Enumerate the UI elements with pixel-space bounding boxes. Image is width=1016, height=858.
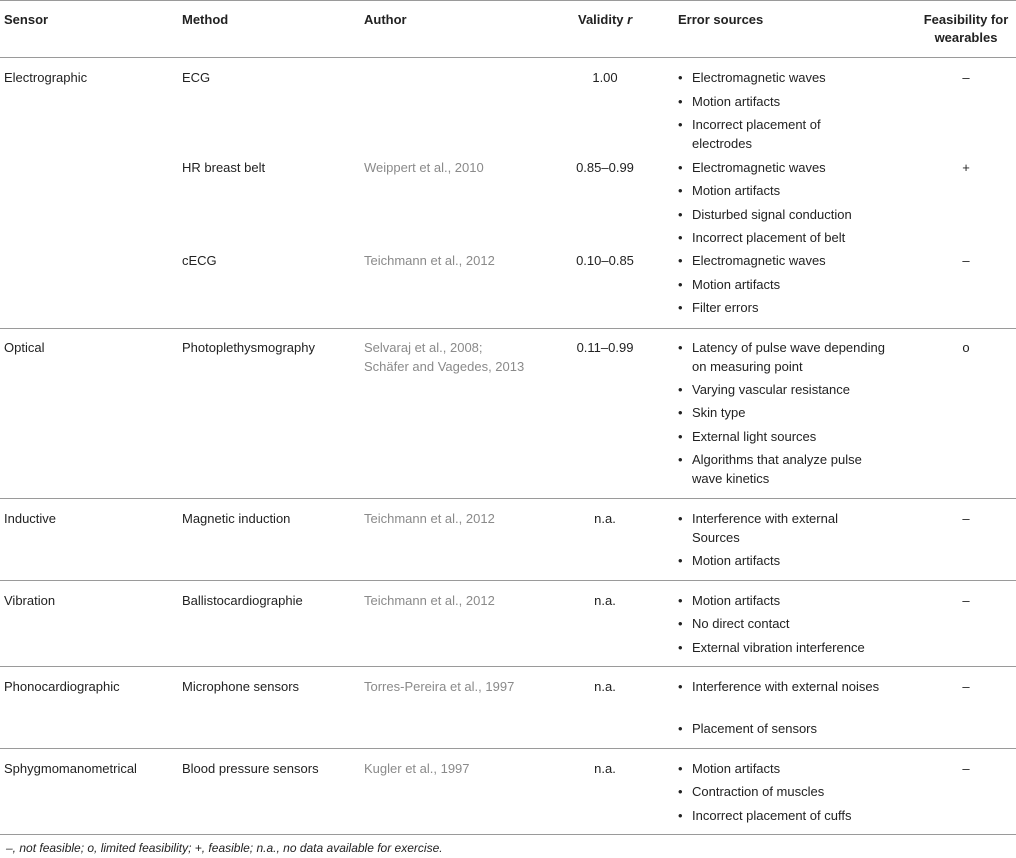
cell-validity: n.a.	[594, 593, 616, 608]
header-error-sources: Error sources	[678, 12, 764, 27]
header-feasibility	[912, 11, 1016, 47]
cell-feasibility: –	[962, 253, 970, 268]
header-feasibility-line1: Feasibility for	[923, 12, 1009, 27]
cell-feasibility: –	[962, 511, 970, 526]
cell-author-line2: Schäfer and Vagedes, 2013	[364, 359, 525, 374]
error-source-item: • Motion artifacts	[678, 551, 902, 570]
cell-sensor: Vibration	[4, 593, 56, 608]
cell-feasibility: –	[962, 679, 970, 694]
cell-method: Blood pressure sensors	[182, 761, 319, 776]
table-bottom-rule	[0, 834, 1016, 835]
error-source-item: • No direct contact	[678, 614, 902, 633]
error-source-item: • Algorithms that analyze pulse wave kinetics	[678, 450, 892, 488]
row-divider	[0, 328, 1016, 329]
cell-author: Teichmann et al., 2012	[364, 253, 495, 268]
row-divider	[0, 498, 1016, 499]
error-source-item: • Disturbed signal conduction	[678, 205, 902, 224]
error-source-item: • Filter errors	[678, 298, 902, 317]
cell-author: Weippert et al., 2010	[364, 160, 484, 175]
error-source-item: • Interference with external noises	[678, 677, 882, 696]
table-footnote: –, not feasible; o, limited feasibility; +, feasible; n.a., no data available for exercise.	[6, 841, 443, 855]
error-source-item: • Electromagnetic waves	[678, 158, 902, 177]
error-source-item: • Incorrect placement of electrodes	[678, 115, 852, 153]
header-bottom-rule	[0, 57, 1016, 58]
error-source-item: • Skin type	[678, 403, 902, 422]
cell-method: ECG	[182, 70, 211, 85]
row-divider	[0, 580, 1016, 581]
cell-feasibility: o	[962, 340, 970, 355]
header-validity	[578, 11, 632, 29]
error-source-item: • Placement of sensors	[678, 719, 902, 738]
cell-method: Photoplethysmography	[182, 340, 315, 355]
cell-sensor: Phonocardiographic	[4, 679, 120, 694]
cell-author: Selvaraj et al., 2008;	[364, 340, 483, 355]
cell-author: Teichmann et al., 2012	[364, 511, 495, 526]
cell-sensor: Sphygmomanometrical	[4, 761, 137, 776]
cell-validity: 0.10–0.85	[576, 253, 634, 268]
error-source-item: • Motion artifacts	[678, 92, 902, 111]
header-author: Author	[364, 12, 407, 27]
error-source-item: • Motion artifacts	[678, 591, 902, 610]
error-source-item: • Incorrect placement of cuffs	[678, 806, 902, 825]
header-feasibility-line2: wearables	[934, 30, 998, 45]
cell-validity: 0.85–0.99	[576, 160, 634, 175]
cell-validity: n.a.	[594, 511, 616, 526]
error-source-item: • External vibration interference	[678, 638, 902, 657]
header-sensor: Sensor	[4, 12, 49, 27]
cell-validity: n.a.	[594, 761, 616, 776]
cell-author: Torres-Pereira et al., 1997	[364, 679, 515, 694]
cell-author: Kugler et al., 1997	[364, 761, 470, 776]
error-source-item: • Motion artifacts	[678, 181, 902, 200]
cell-method: Ballistocardiographie	[182, 593, 303, 608]
table-top-rule	[0, 0, 1016, 1]
error-source-item: • Interference with external Sources	[678, 509, 882, 547]
cell-validity: 0.11–0.99	[576, 340, 634, 355]
cell-method: cECG	[182, 253, 217, 268]
cell-method: Microphone sensors	[182, 679, 300, 694]
cell-validity: 1.00	[592, 70, 618, 85]
error-source-item: • Incorrect placement of belt	[678, 228, 902, 247]
error-source-item: • Electromagnetic waves	[678, 68, 902, 87]
error-source-item: • Motion artifacts	[678, 275, 902, 294]
cell-validity: n.a.	[594, 679, 616, 694]
cell-feasibility: +	[962, 160, 970, 175]
error-source-item: • Varying vascular resistance	[678, 380, 902, 399]
cell-feasibility: –	[962, 70, 970, 85]
error-source-item: • External light sources	[678, 427, 902, 446]
error-source-item: • Electromagnetic waves	[678, 251, 902, 270]
cell-sensor: Optical	[4, 340, 45, 355]
error-source-item: • Contraction of muscles	[678, 782, 902, 801]
cell-feasibility: –	[962, 593, 970, 608]
error-source-item: • Latency of pulse wave depending on measuring point	[678, 338, 892, 376]
header-method: Method	[182, 12, 229, 27]
header-validity-label: Validity	[578, 12, 624, 27]
row-divider	[0, 748, 1016, 749]
error-source-item: • Motion artifacts	[678, 759, 902, 778]
header-validity-r: r	[627, 12, 633, 27]
cell-author: Teichmann et al., 2012	[364, 593, 495, 608]
cell-method: Magnetic induction	[182, 511, 291, 526]
cell-sensor: Inductive	[4, 511, 57, 526]
cell-method: HR breast belt	[182, 160, 266, 175]
cell-sensor: Electrographic	[4, 70, 88, 85]
cell-feasibility: –	[962, 761, 970, 776]
row-divider	[0, 666, 1016, 667]
